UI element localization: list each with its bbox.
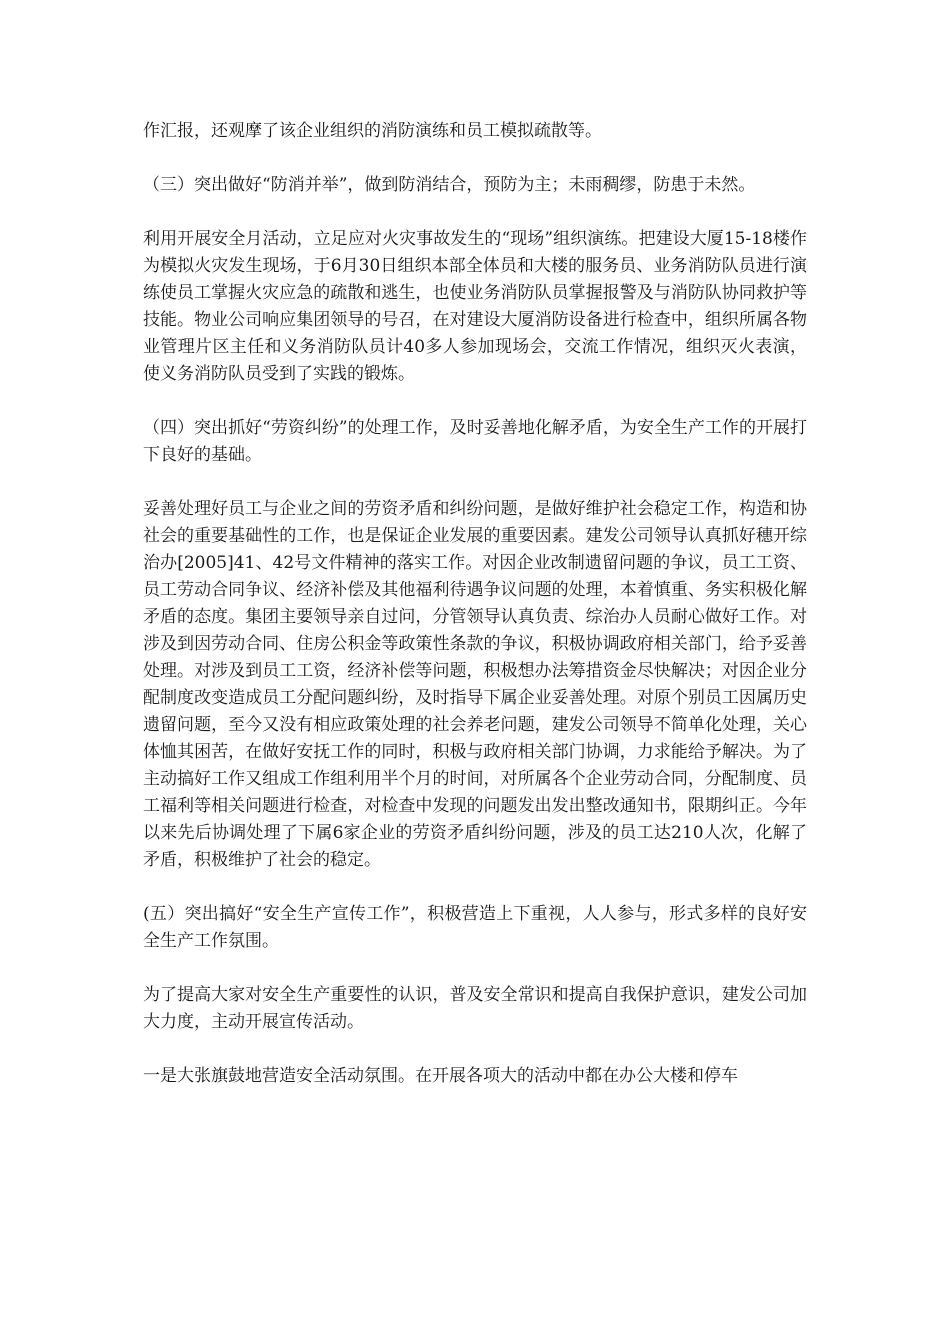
section-heading-4: （四）突出抓好“劳资纠纷”的处理工作，及时妥善地化解矛盾，为安全生产工作的开展打下良好的基础。 — [143, 418, 807, 465]
paragraph-labor-disputes: 妥善处理好员工与企业之间的劳资矛盾和纠纷问题，是做好维护社会稳定工作，构造和协社会的重要基础性的工作，也是保证企业发展的重要因素。建发公司领导认真抓好穗开综治办[2005]41、42号文件精神的落实工作。对因企业改制遗留问题的争议，员工工资、员工劳动合同争议、经济补偿及其他福利待遇争议问题的处理，本着慎重、务实积极化解矛盾的态度。集团主要领导亲自过问，分管领导认真负责、综治办人员耐心做好工作。对涉及到因劳动合同、住房公积金等政策性条款的争议，积极协调政府相关部门，给予妥善处理。对涉及到员工工资，经济补偿等问题，积极想办法筹措资金尽快解决；对因企业分配制度改变造成员工分配问题纠纷，及时指导下属企业妥善处理。对原个别员工因属历史遗留问题，至今又没有相应政策处理的社会养老问题，建发公司领导不简单化处理，关心体恤其困苦，在做好安抚工作的同时，积极与政府相关部门协调，力求能给予解决。为了主动搞好工作又组成工作组利用半个月的时间，对所属各个企业劳动合同，分配制度、员工福利等相关问题进行检查，对检查中发现的问题发出发出整改通知书，限期纠正。今年以来先后协调处理了下属6家企业的劳资矛盾纠纷问题，涉及的员工达210人次，化解了矛盾，积极维护了社会的稳定。 — [143, 499, 807, 870]
section-heading-3: （三）突出做好“防消并举”，做到防消结合，预防为主；未雨稠缪，防患于未然。 — [143, 175, 756, 195]
paragraph-fire-drill: 利用开展安全月活动，立足应对火灾事故发生的“现场”组织演练。把建设大厦15-18楼作为模拟火灾发生现场，于6月30日组织本部全体员和大楼的服务员、业务消防队员进行演练使员工掌握火灾应急的疏散和逃生，也使业务消防队员掌握报警及与消防队协同救护等技能。物业公司响应集团领导的号召，在对建设大厦消防设备进行检查中，组织所属各物业管理片区主任和义务消防队员计40多人参加现场会，交流工作情况，组织灭火表演，使义务消防队员受到了实践的锻炼。 — [143, 229, 807, 384]
paragraph-publicity-intro: 为了提高大家对安全生产重要性的认识，普及安全常识和提高自我保护意识，建发公司加大力度，主动开展宣传活动。 — [143, 985, 807, 1032]
document-page — [143, 118, 807, 1117]
paragraph-publicity-first: 一是大张旗鼓地营造安全活动氛围。在开展各项大的活动中都在办公大楼和停车 — [143, 1066, 738, 1086]
paragraph-continuation: 作汇报，还观摩了该企业组织的消防演练和员工模拟疏散等。 — [143, 121, 602, 141]
section-heading-5: (五）突出搞好“安全生产宣传工作”，积极营造上下重视，人人参与，形式多样的良好安全生产工作氛围。 — [143, 904, 807, 951]
